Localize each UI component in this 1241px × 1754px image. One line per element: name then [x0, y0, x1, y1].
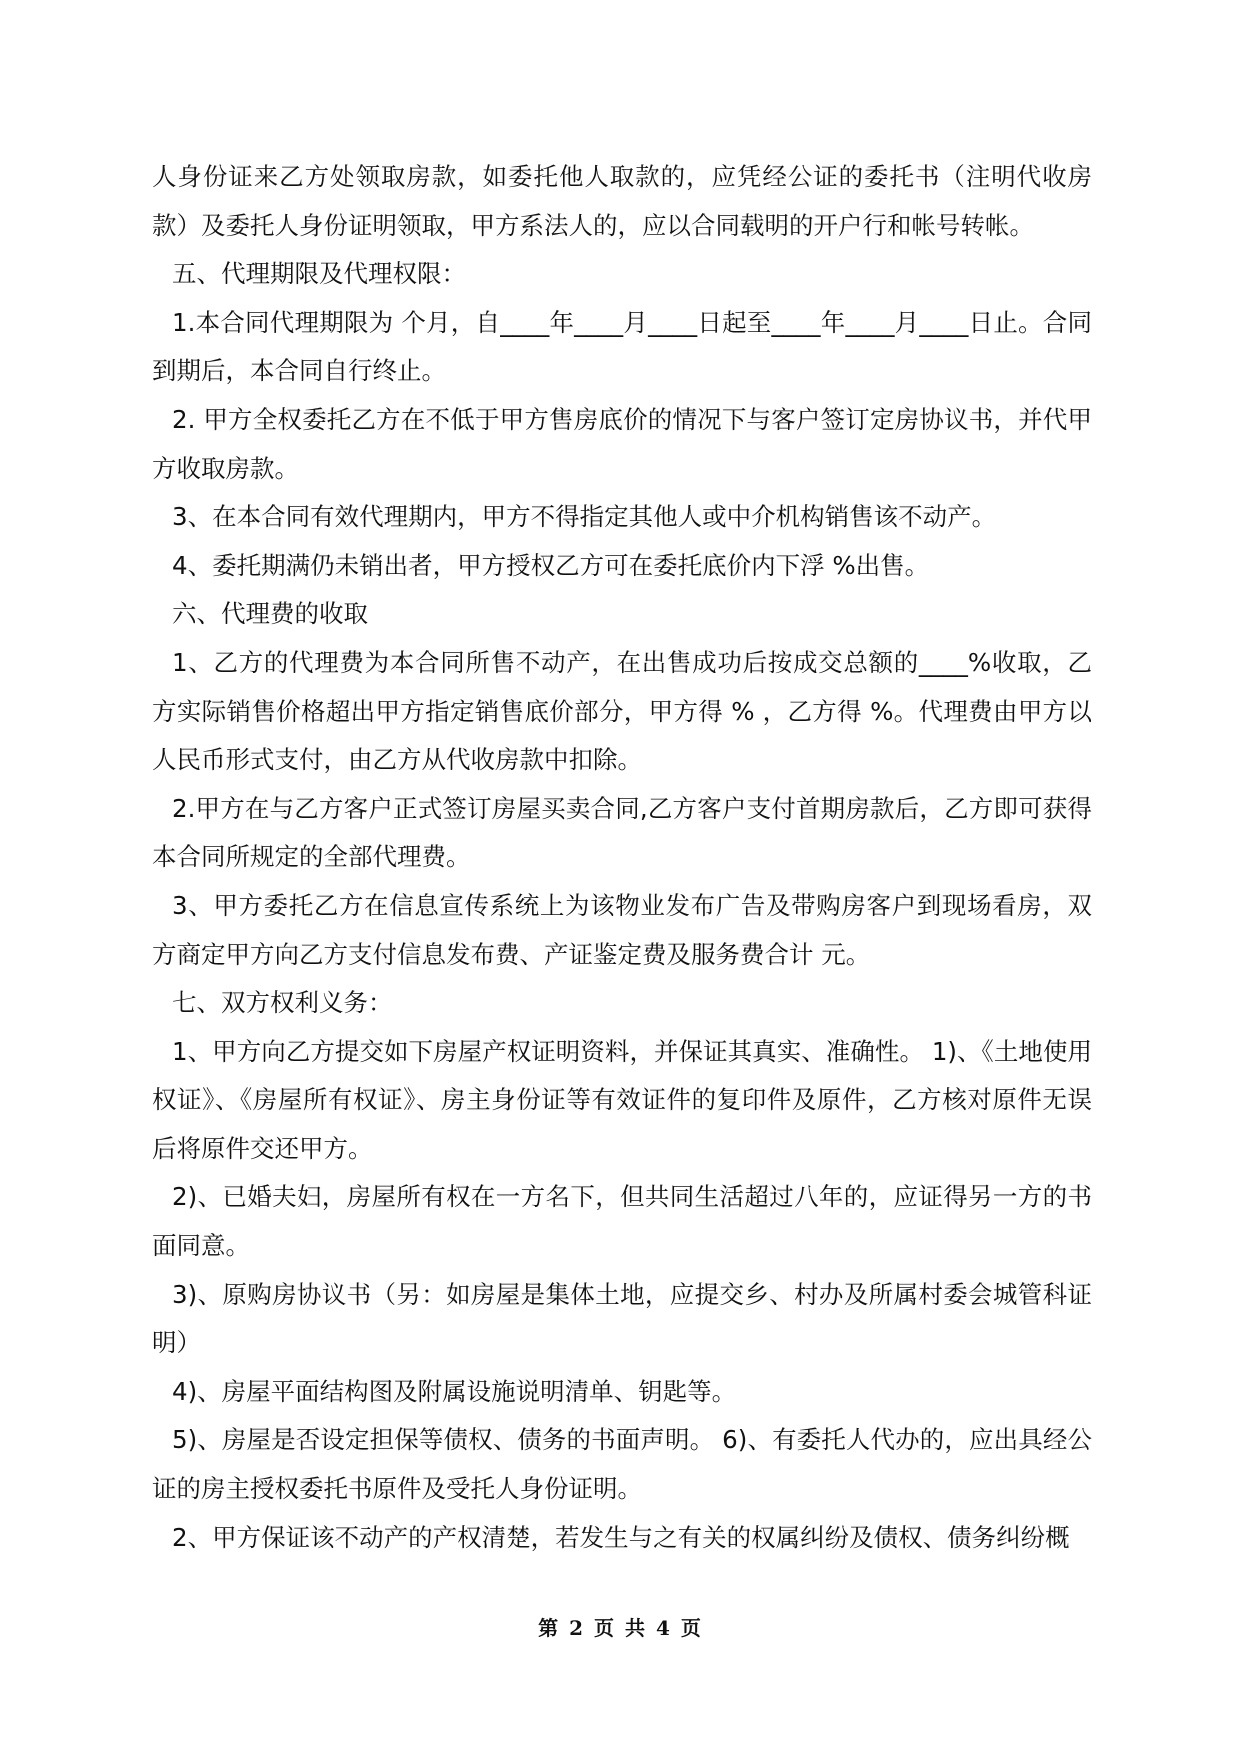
paragraph-6-3: 3、甲方委托乙方在信息宣传系统上为该物业发布广告及带购房客户到现场看房，双方商定甲方向乙方支付信息发布费、产证鉴定费及服务费合计 元。 — [152, 890, 1092, 969]
section-heading-5: 五、代理期限及代理权限： — [172, 259, 466, 289]
paragraph-7-1-3: 3)、原购房协议书（另：如房屋是集体土地，应提交乡、村办及所属村委会城管科证明） — [152, 1279, 1092, 1358]
paragraph-5-1: 1.本合同代理期限为 个月，自____年____月____日起至____年____月____日止。合同到期后，本合同自行终止。 — [152, 307, 1092, 386]
contract-body — [152, 153, 1092, 1562]
paragraph-7-2: 2、甲方保证该不动产的产权清楚，若发生与之有关的权属纠纷及债权、债务纠纷概 — [172, 1522, 1070, 1552]
paragraph-1: 人身份证来乙方处领取房款，如委托他人取款的，应凭经公证的委托书（注明代收房款）及委托人身份证明领取，甲方系法人的，应以合同载明的开户行和帐号转帐。 — [152, 162, 1092, 240]
paragraph-6-2: 2.甲方在与乙方客户正式签订房屋买卖合同,乙方客户支付首期房款后，乙方即可获得本合同所规定的全部代理费。 — [152, 793, 1092, 872]
paragraph-7-1: 1、甲方向乙方提交如下房屋产权证明资料，并保证其真实、准确性。 1)、《土地使用权证》、《房屋所有权证》、房主身份证等有效证件的复印件及原件，乙方核对原件无误后将原件交还甲方。 — [152, 1036, 1092, 1163]
paragraph-5-4: 4、委托期满仍未销出者，甲方授权乙方可在委托底价内下浮 %出售。 — [172, 550, 930, 580]
paragraph-5-2: 2. 甲方全权委托乙方在不低于甲方售房底价的情况下与客户签订定房协议书，并代甲方收取房款。 — [152, 404, 1092, 483]
paragraph-7-1-2: 2)、已婚夫妇，房屋所有权在一方名下，但共同生活超过八年的，应证得另一方的书面同意。 — [152, 1182, 1092, 1261]
paragraph-7-1-5: 5)、房屋是否设定担保等债权、债务的书面声明。 6)、有委托人代办的，应出具经公证的房主授权委托书原件及受托人身份证明。 — [152, 1425, 1092, 1504]
paragraph-5-3: 3、在本合同有效代理期内，甲方不得指定其他人或中介机构销售该不动产。 — [172, 502, 997, 532]
section-heading-7: 七、双方权利义务： — [172, 988, 393, 1018]
section-heading-6: 六、代理费的收取 — [172, 599, 368, 629]
page-number-footer: 第 2 页 共 4 页 — [538, 1616, 703, 1640]
paragraph-6-1: 1、乙方的代理费为本合同所售不动产，在出售成功后按成交总额的____%收取，乙方实际销售价格超出甲方指定销售底价部分，甲方得 % ，乙方得 %。代理费由甲方以人民币形式支付，由乙方从代收房款中扣除。 — [152, 647, 1092, 775]
paragraph-7-1-4: 4)、房屋平面结构图及附属设施说明清单、钥匙等。 — [172, 1376, 737, 1406]
